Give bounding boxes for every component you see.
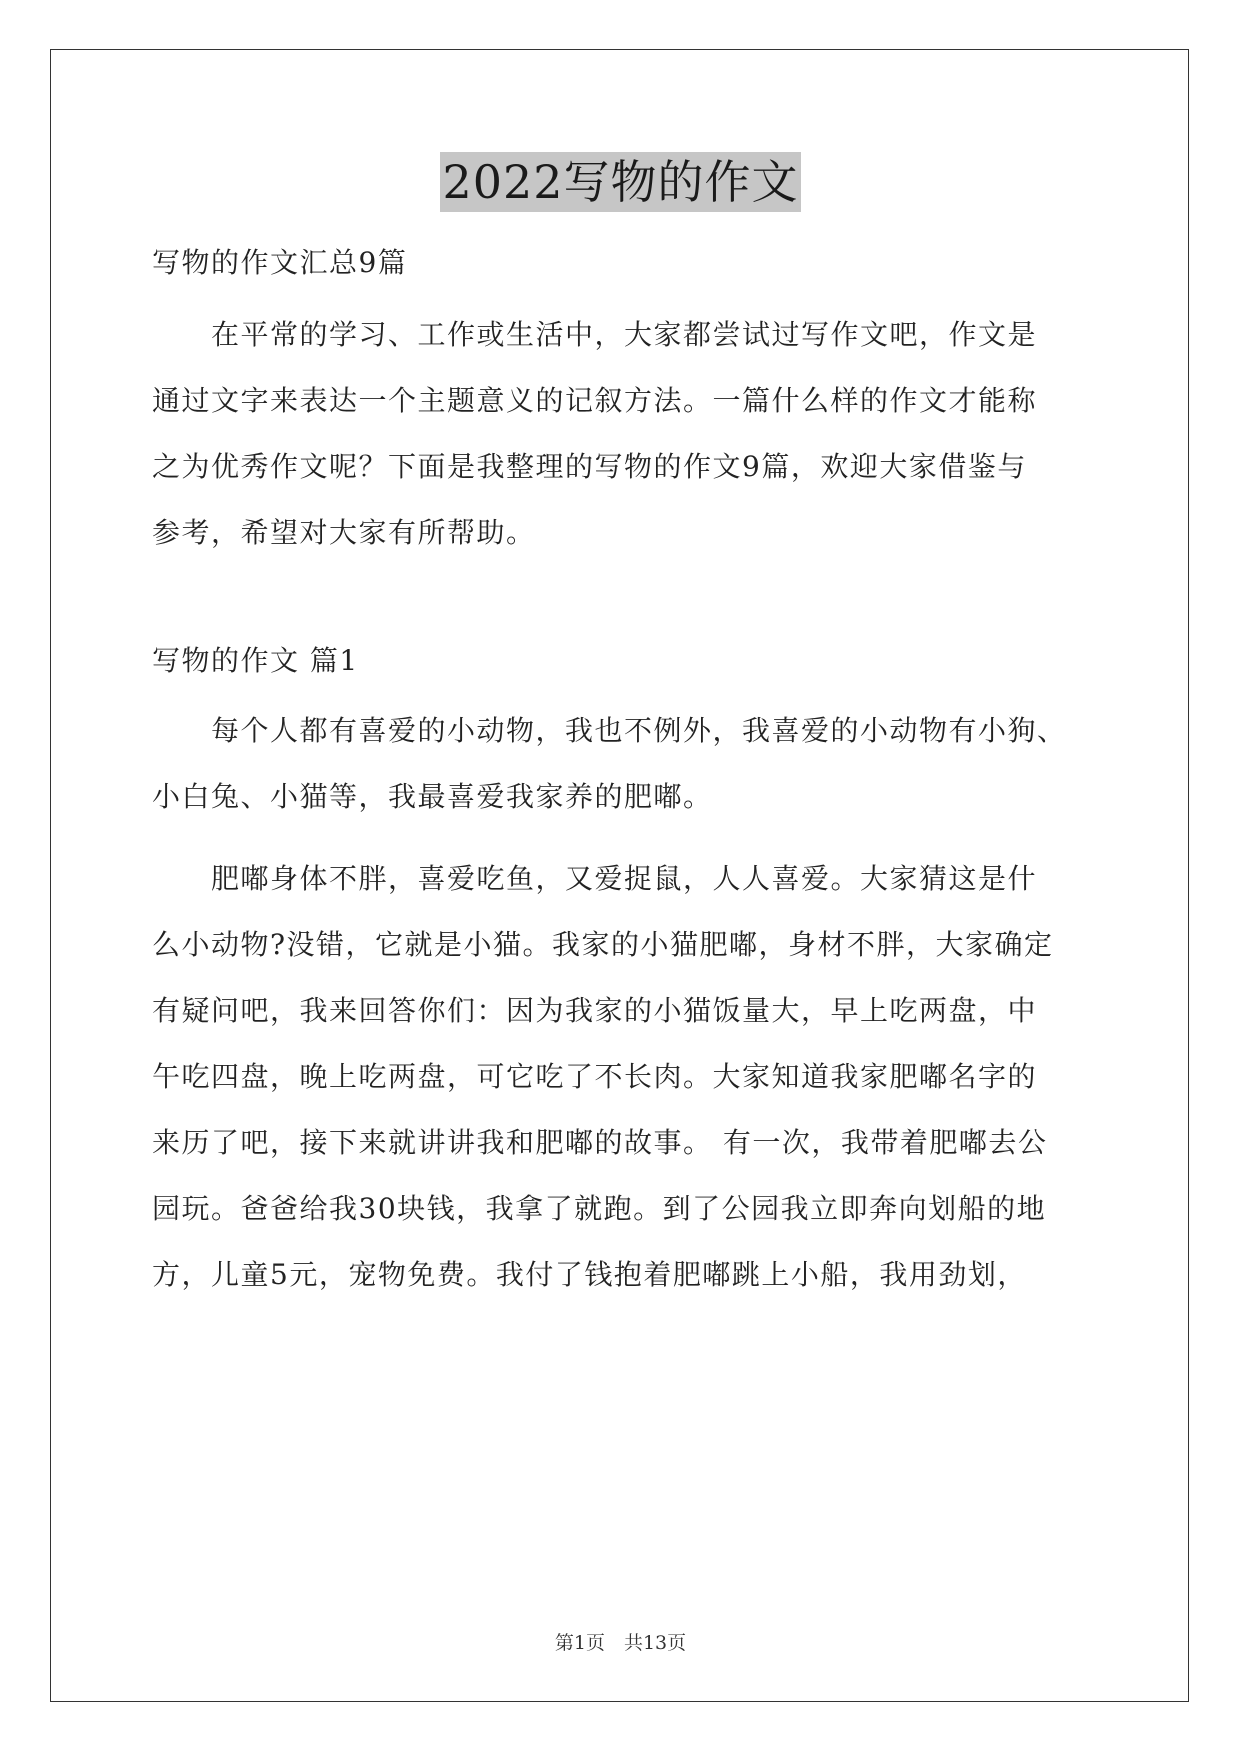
text-line: 之为优秀作文呢？下面是我整理的写物的作文9篇，欢迎大家借鉴与 [152, 450, 1027, 483]
text-line: 午吃四盘，晚上吃两盘，可它吃了不长肉。大家知道我家肥嘟名字的 [152, 1060, 1038, 1093]
document-body [152, 230, 1092, 1308]
text-line: 肥嘟身体不胖，喜爱吃鱼，又爱捉鼠，人人喜爱。大家猜这是什 [152, 862, 1038, 895]
document-subtitle: 写物的作文汇总9篇 [152, 246, 408, 279]
text-line: 在平常的学习、工作或生活中，大家都尝试过写作文吧，作文是 [152, 318, 1038, 351]
section-gap [152, 566, 1092, 628]
intro-paragraph [152, 302, 1092, 566]
document-title: 2022写物的作文 [440, 152, 800, 212]
text-line: 参考，希望对大家有所帮助。 [152, 516, 536, 549]
text-line: 有疑问吧，我来回答你们：因为我家的小猫饭量大，早上吃两盘，中 [152, 994, 1038, 1027]
text-line: 通过文字来表达一个主题意义的记叙方法。一篇什么样的作文才能称 [152, 384, 1038, 417]
text-line: 来历了吧，接下来就讲讲我和肥嘟的故事。 有一次，我带着肥嘟去公 [152, 1126, 1048, 1159]
section-paragraph-2 [152, 846, 1092, 1308]
page-footer: 第1页 共13页 [554, 1632, 687, 1654]
text-line: 么小动物?没错，它就是小猫。我家的小猫肥嘟，身材不胖，大家确定 [152, 928, 1054, 961]
title-wrap [0, 152, 1241, 212]
section-paragraph-1 [152, 698, 1092, 830]
text-line: 方，儿童5元，宠物免费。我付了钱抱着肥嘟跳上小船，我用劲划， [152, 1258, 1027, 1291]
text-line: 园玩。爸爸给我30块钱，我拿了就跑。到了公园我立即奔向划船的地 [152, 1192, 1047, 1225]
text-line: 小白兔、小猫等，我最喜爱我家养的肥嘟。 [152, 780, 713, 813]
text-line: 每个人都有喜爱的小动物，我也不例外，我喜爱的小动物有小狗、 [152, 714, 1067, 747]
section-heading: 写物的作文 篇1 [152, 644, 359, 677]
